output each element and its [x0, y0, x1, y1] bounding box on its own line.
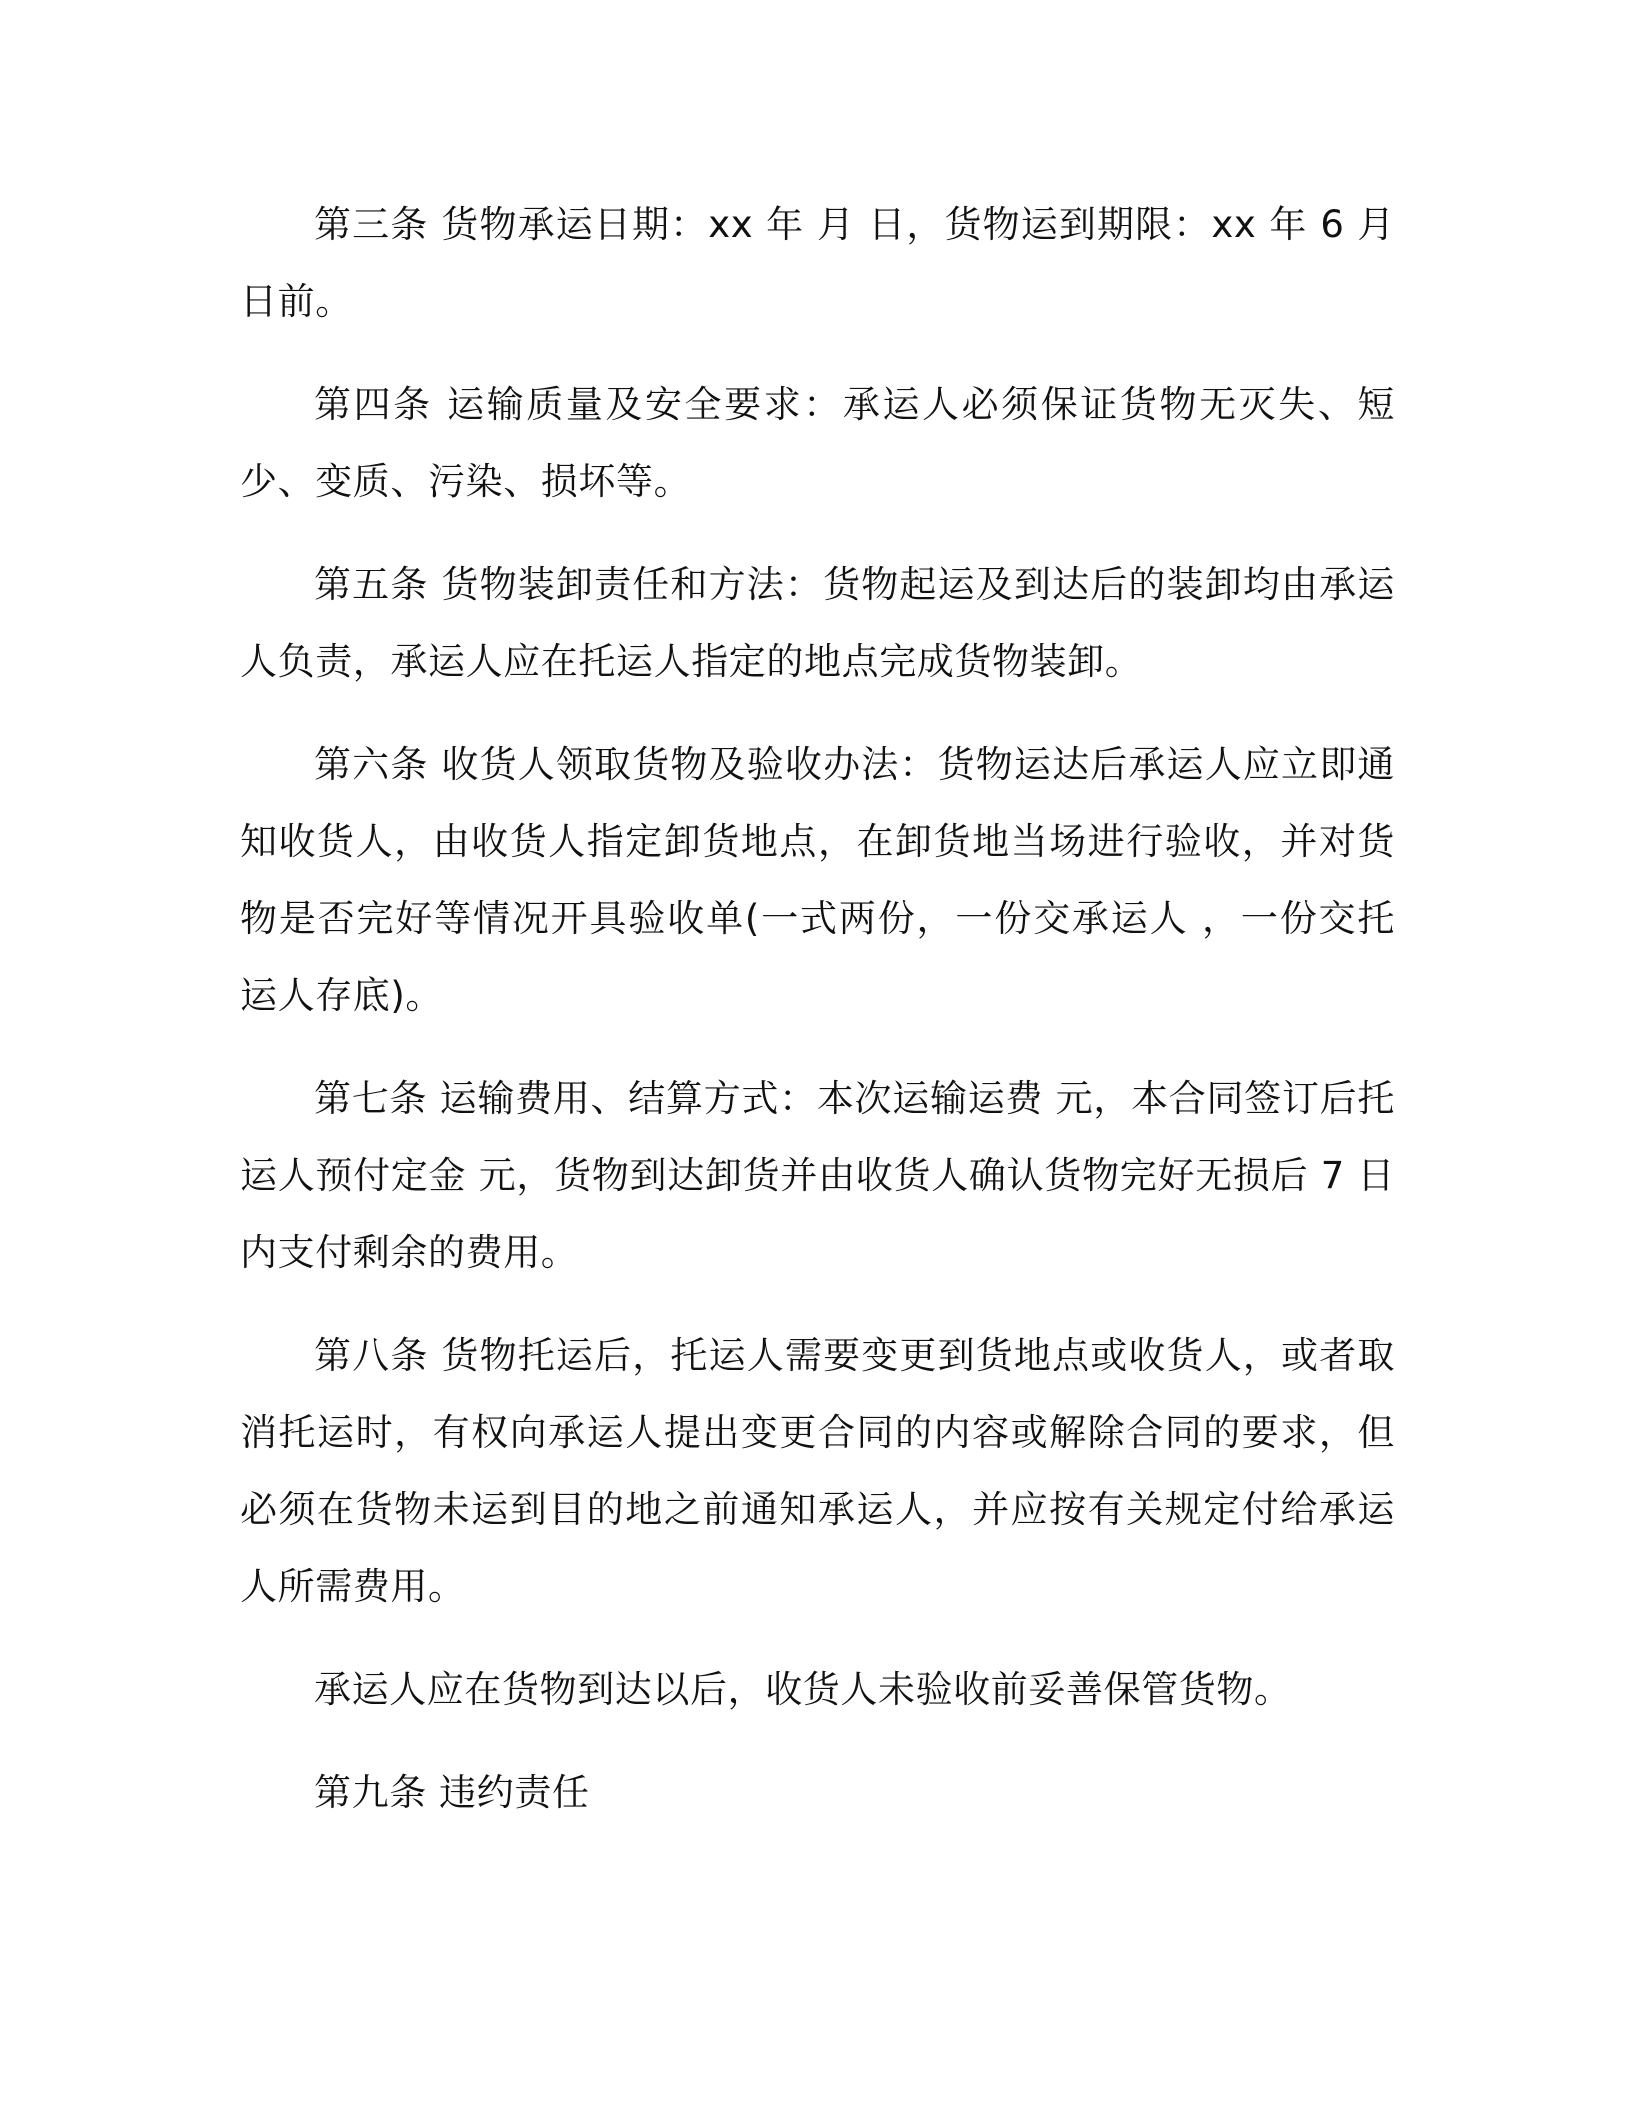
article-9-heading: 第九条 违约责任	[314, 1771, 590, 1814]
article-4-paragraph: 第四条 运输质量及安全要求：承运人必须保证货物无灭失、短少、变质、污染、损坏等。	[240, 383, 1395, 503]
article-5-paragraph: 第五条 货物装卸责任和方法：货物起运及到达后的装卸均由承运人负责，承运人应在托运人指定的地点完成货物装卸。	[240, 563, 1395, 683]
article-7-paragraph: 第七条 运输费用、结算方式：本次运输运费 元，本合同签订后托运人预付定金 元，货物到达卸货并由收货人确认货物完好无损后 7 日内支付剩余的费用。	[240, 1077, 1395, 1274]
article-8-paragraph: 第八条 货物托运后，托运人需要变更到货地点或收货人，或者取消托运时，有权向承运人提出变更合同的内容或解除合同的要求，但必须在货物未运到目的地之前通知承运人，并应按有关规定付给承运人所需费用。	[240, 1334, 1395, 1608]
document-page	[240, 186, 1395, 1831]
article-6-paragraph: 第六条 收货人领取货物及验收办法：货物运达后承运人应立即通知收货人，由收货人指定卸货地点，在卸货地当场进行验收，并对货物是否完好等情况开具验收单(一式两份，一份交承运人 ，一份交托运人存底)。	[240, 743, 1395, 1017]
custody-paragraph: 承运人应在货物到达以后，收货人未验收前妥善保管货物。	[314, 1668, 1292, 1711]
article-3-paragraph: 第三条 货物承运日期：xx 年 月 日，货物运到期限：xx 年 6 月 日前。	[240, 203, 1395, 323]
